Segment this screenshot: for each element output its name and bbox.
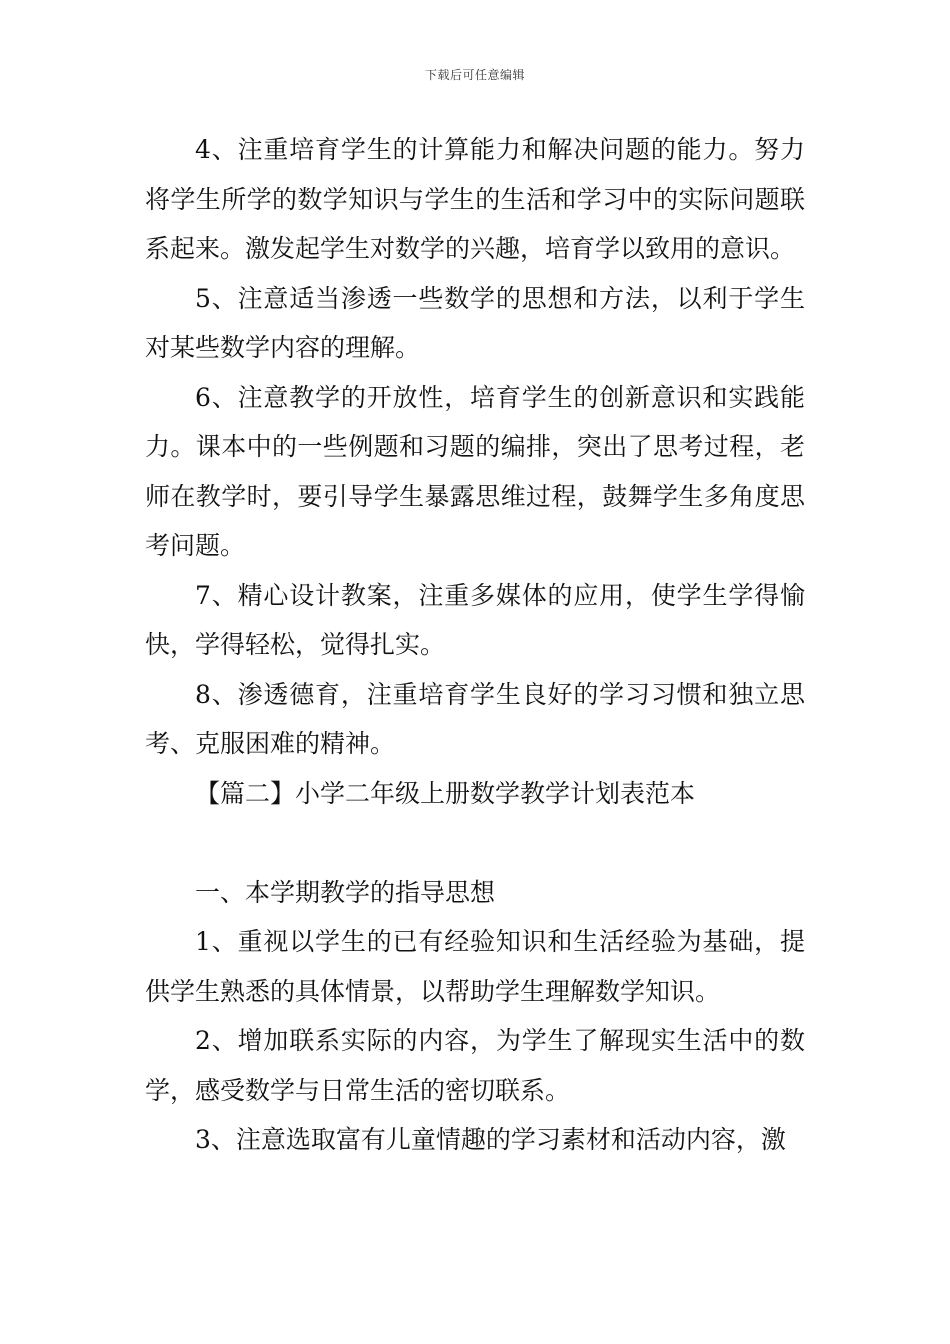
section-title: 【篇二】小学二年级上册数学教学计划表范本	[195, 778, 696, 808]
section-paragraph-1: 1、重视以学生的已有经验知识和生活经验为基础，提供学生熟悉的具体情景，以帮助学生理解数学知识。	[145, 927, 805, 1006]
document-body	[145, 125, 805, 1165]
section-heading: 一、本学期教学的指导思想	[195, 877, 496, 907]
paragraph-4: 4、注重培育学生的计算能力和解决问题的能力。努力将学生所学的数学知识与学生的生活和学习中的实际问题联系起来。激发起学生对数学的兴趣，培育学以致用的意识。	[145, 135, 805, 263]
header-note: 下载后可任意编辑	[424, 68, 525, 82]
paragraph-6: 6、注意教学的开放性，培育学生的创新意识和实践能力。课本中的一些例题和习题的编排，突出了思考过程，老师在教学时，要引导学生暴露思维过程，鼓舞学生多角度思考问题。	[145, 382, 805, 560]
paragraph-7: 7、精心设计教案，注重多媒体的应用，使学生学得愉快，学得轻松，觉得扎实。	[145, 580, 805, 659]
section-paragraph-3: 3、注意选取富有儿童情趣的学习素材和活动内容，激	[195, 1125, 786, 1154]
blank-line	[145, 818, 805, 868]
section-paragraph-2: 2、增加联系实际的内容，为学生了解现实生活中的数学，感受数学与日常生活的密切联系。	[145, 1026, 805, 1105]
paragraph-8: 8、渗透德育，注重培育学生良好的学习习惯和独立思考、克服困难的精神。	[145, 679, 805, 758]
paragraph-5: 5、注意适当渗透一些数学的思想和方法，以利于学生对某些数学内容的理解。	[145, 283, 805, 362]
